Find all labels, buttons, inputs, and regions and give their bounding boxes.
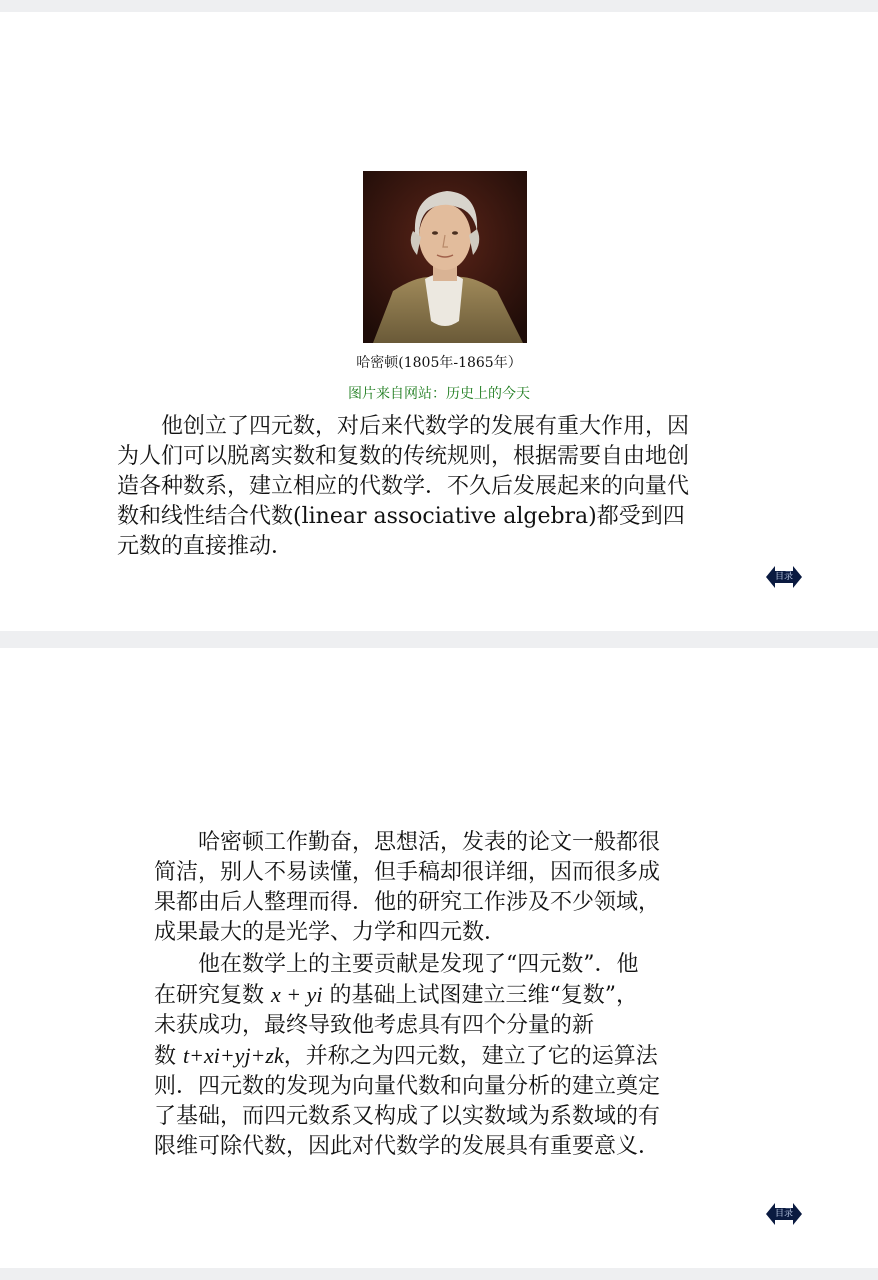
slide-1: [0, 12, 878, 631]
table-of-contents-button[interactable]: [766, 1201, 802, 1227]
paragraph-line: 了基础，而四元数系又构成了以实数域为系数域的有: [154, 1104, 661, 1129]
paragraph-line: 数和线性结合代数(linear associative algebra)都受到四: [117, 504, 685, 529]
paragraph-line: [154, 1041, 754, 1072]
quaternion-formula: t+xi+yj+zk: [183, 1043, 284, 1068]
paragraph-line: 哈密顿工作勤奋，思想活，发表的论文一般都很: [154, 830, 661, 855]
text-run: 在研究复数: [154, 983, 271, 1008]
portrait-caption-source: 图片来自网站：历史上的今天: [348, 386, 530, 402]
paragraph-line: 他在数学上的主要贡献是发现了“四元数”．他: [154, 952, 639, 977]
paragraph-line: 为人们可以脱离实数和复数的传统规则，根据需要自由地创: [117, 444, 690, 469]
slide2-paragraph-1: [154, 828, 754, 948]
paragraph-line: 果都由后人整理而得．他的研究工作涉及不少领域，: [154, 890, 661, 915]
portrait-caption-name: 哈密顿(1805年-1865年）: [356, 355, 522, 371]
paragraph-line: 造各种数系，建立相应的代数学．不久后发展起来的向量代: [117, 474, 690, 499]
slide1-paragraph: [117, 412, 777, 562]
hamilton-portrait-image: [363, 171, 527, 343]
paragraph-line: 他创立了四元数，对后来代数学的发展有重大作用，因: [117, 414, 690, 439]
nav-label: 目录: [774, 572, 793, 582]
paragraph-line: 未获成功，最终导致他考虑具有四个分量的新: [154, 1013, 595, 1038]
slide-2: [0, 648, 878, 1268]
table-of-contents-button[interactable]: [766, 564, 802, 590]
text-run: 数: [154, 1044, 183, 1069]
text-run: ，并称之为四元数，建立了它的运算法: [283, 1044, 658, 1069]
paragraph-line: 限维可除代数，因此对代数学的发展具有重要意义．: [154, 1134, 661, 1159]
text-run: 的基础上试图建立三维“复数”，: [322, 983, 638, 1008]
slide2-paragraph-2: [154, 950, 754, 1162]
paragraph-line: 则．四元数的发现为向量代数和向量分析的建立奠定: [154, 1074, 661, 1099]
nav-label: 目录: [774, 1209, 793, 1219]
paragraph-line: [154, 980, 754, 1011]
paragraph-line: 成果最大的是光学、力学和四元数．: [154, 920, 507, 945]
complex-number-formula: x + yi: [271, 982, 323, 1007]
paragraph-line: 元数的直接推动．: [117, 534, 294, 559]
paragraph-line: 简洁，别人不易读懂，但手稿却很详细，因而很多成: [154, 860, 661, 885]
